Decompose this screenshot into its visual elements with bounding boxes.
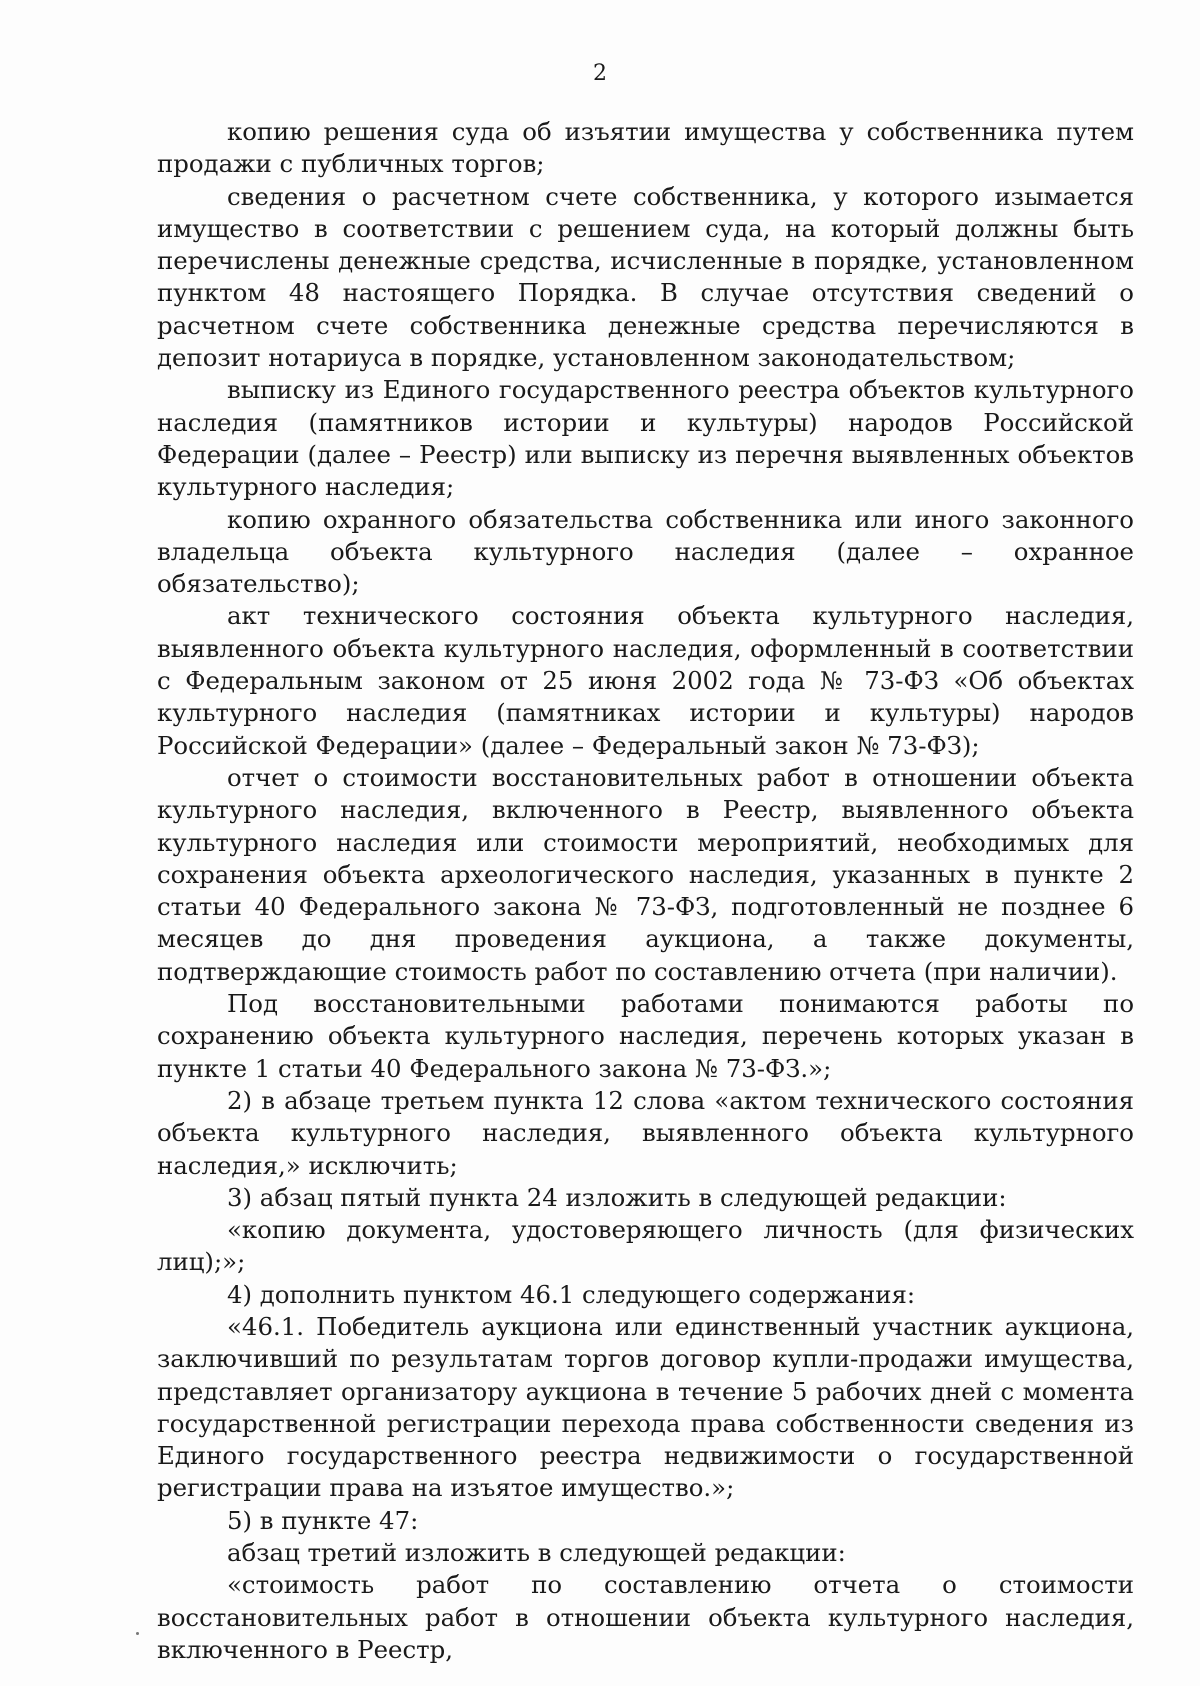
paragraph-bank-account-info: сведения о расчетном счете собственника, у которого изымается имущество в соответствии с решением суда, на который должны быть перечислены денежные средства, исчисленные в порядке, установленном пунктом 48 настоящего Порядка. В случае отсутствия сведений о расчетном счете собственника денежные средства перечисляются в депозит нотариуса в порядке, установленном законодательством; bbox=[157, 181, 1134, 373]
paragraph-item-3-text: «копию документа, удостоверяющего личность (для физических лиц);»; bbox=[157, 1215, 1134, 1277]
paragraph-restoration-cost-report: отчет о стоимости восстановительных работ в отношении объекта культурного наследия, включенного в Реестр, выявленного объекта культурного наследия или стоимости мероприятий, необходимых для сохранения объекта археологического наследия, указанных в пункте 2 статьи 40 Федерального закона № 73-ФЗ, подготовленный не позднее 6 месяцев до дня проведения аукциона, а также документы, подтверждающие стоимость работ по составлению отчета (при наличии). bbox=[157, 762, 1134, 986]
paragraph-item-4: 4) дополнить пунктом 46.1 следующего содержания: bbox=[227, 1279, 916, 1309]
paragraph-technical-condition-act: акт технического состояния объекта культурного наследия, выявленного объекта культурного наследия, оформленный в соответствии с Федеральным законом от 25 июня 2002 года № 73-ФЗ «Об объектах культурного наследия (памятниках истории и культуры) народов Российской Федерации» (далее – Федеральный закон № 73-ФЗ); bbox=[157, 601, 1134, 760]
paragraph-protection-obligation: копию охранного обязательства собственника или иного законного владельца объекта культурного наследия (далее – охранное обязательство); bbox=[157, 504, 1134, 599]
paragraph-item-46-1: «46.1. Победитель аукциона или единственный участник аукциона, заключивший по результатам торгов договор купли-продажи имущества, представляет организатору аукциона в течение 5 рабочих дней с момента государственной регистрации перехода права собственности сведения из Единого государственного реестра недвижимости о государственной регистрации права на изъятое имущество.»; bbox=[157, 1311, 1134, 1503]
paragraph-item-5-text: «стоимость работ по составлению отчета о стоимости восстановительных работ в отношении объекта культурного наследия, включенного в Реестр, bbox=[157, 1570, 1134, 1664]
scan-speck bbox=[136, 1632, 139, 1635]
paragraph-item-2: 2) в абзаце третьем пункта 12 слова «актом технического состояния объекта культурного наследия, выявленного объекта культурного наследия,» исключить; bbox=[157, 1085, 1134, 1180]
paragraph-item-5-subparagraph: абзац третий изложить в следующей редакции: bbox=[227, 1538, 846, 1568]
paragraph-registry-extract: выписку из Единого государственного реестра объектов культурного наследия (памятников истории и культуры) народов Российской Федерации (далее – Реестр) или выписку из перечня выявленных объектов культурного наследия; bbox=[157, 375, 1134, 502]
paragraph-court-decision-copy: копию решения суда об изъятии имущества у собственника путем продажи с публичных торгов; bbox=[157, 117, 1134, 179]
paragraph-restoration-works-definition: Под восстановительными работами понимаются работы по сохранению объекта культурного наследия, перечень которых указан в пункте 1 статьи 40 Федерального закона № 73-ФЗ.»; bbox=[157, 989, 1134, 1083]
document-body bbox=[157, 116, 1134, 1666]
page-number: 2 bbox=[593, 61, 607, 86]
paragraph-item-3: 3) абзац пятый пункта 24 изложить в следующей редакции: bbox=[227, 1182, 1007, 1212]
paragraph-item-5: 5) в пункте 47: bbox=[227, 1505, 419, 1535]
